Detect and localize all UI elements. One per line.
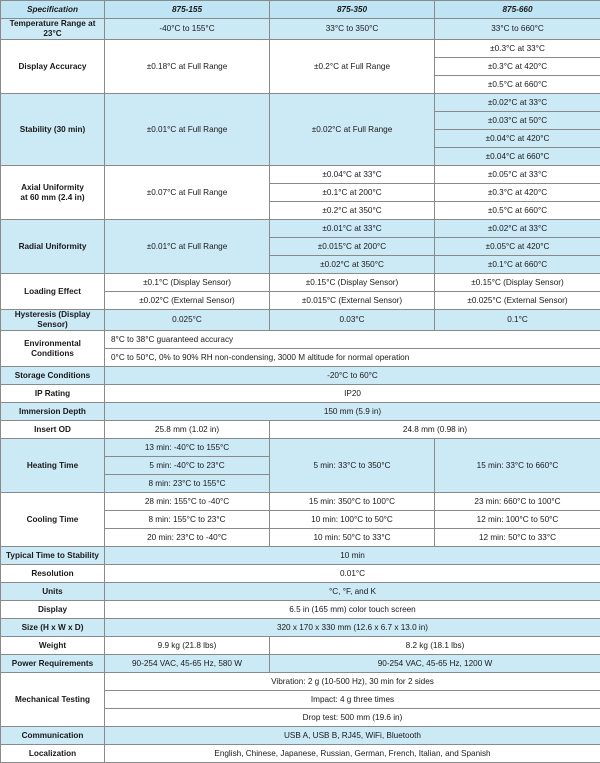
cell-value: 13 min: -40°C to 155°C	[105, 439, 270, 457]
cell-value: ±0.2°C at Full Range	[270, 40, 435, 94]
cell-value: ±0.15°C (Display Sensor)	[270, 274, 435, 292]
table-row	[1, 94, 600, 112]
row-label-ip-rating: IP Rating	[1, 385, 105, 403]
row-label-storage: Storage Conditions	[1, 367, 105, 385]
cell-value: ±0.07°C at Full Range	[105, 166, 270, 220]
cell-value: ±0.01°C at 33°C	[270, 220, 435, 238]
table-row	[1, 19, 600, 40]
cell-value: ±0.3°C at 420°C	[435, 184, 600, 202]
table-row	[1, 274, 600, 292]
table-row	[1, 565, 600, 583]
row-label-heating-time: Heating Time	[1, 439, 105, 493]
cell-value: 0°C to 50°C, 0% to 90% RH non-condensing, 3000 M altitude for normal operation	[105, 349, 600, 367]
cell-value: 8 min: 155°C to 23°C	[105, 511, 270, 529]
cell-value: ±0.01°C at Full Range	[105, 94, 270, 166]
cell-value: ±0.05°C at 33°C	[435, 166, 600, 184]
table-row	[1, 421, 600, 439]
table-row	[1, 403, 600, 421]
row-label-communication: Communication	[1, 727, 105, 745]
cell-value: ±0.3°C at 420°C	[435, 58, 600, 76]
cell-value: ±0.5°C at 660°C	[435, 202, 600, 220]
row-label-cooling-time: Cooling Time	[1, 493, 105, 547]
cell-value: 150 mm (5.9 in)	[105, 403, 600, 421]
table-row	[1, 310, 600, 331]
cell-value: 10 min	[105, 547, 600, 565]
table-row	[1, 367, 600, 385]
cell-value: 0.1°C	[435, 310, 600, 331]
row-label-size: Size (H x W x D)	[1, 619, 105, 637]
row-label-localization: Localization	[1, 745, 105, 763]
table-row	[1, 673, 600, 691]
table-row	[1, 439, 600, 457]
row-label-time-to-stability: Typical Time to Stability	[1, 547, 105, 565]
cell-value: 320 x 170 x 330 mm (12.6 x 6.7 x 13.0 in)	[105, 619, 600, 637]
table-row	[1, 493, 600, 511]
cell-value: USB A, USB B, RJ45, WiFi, Bluetooth	[105, 727, 600, 745]
table-row	[1, 745, 600, 763]
row-label-environmental: Environmental Conditions	[1, 331, 105, 367]
cell-value: ±0.02°C at Full Range	[270, 94, 435, 166]
table-row	[1, 655, 600, 673]
cell-value: 12 min: 100°C to 50°C	[435, 511, 600, 529]
header-row	[1, 1, 600, 19]
cell-value: ±0.02°C (External Sensor)	[105, 292, 270, 310]
cell-value: 10 min: 50°C to 33°C	[270, 529, 435, 547]
row-label-temp-range: Temperature Range at 23°C	[1, 19, 105, 40]
table-row	[1, 637, 600, 655]
cell-value: ±0.02°C at 33°C	[435, 94, 600, 112]
row-label-loading-effect: Loading Effect	[1, 274, 105, 310]
table-row	[1, 331, 600, 349]
cell-value: IP20	[105, 385, 600, 403]
table-row	[1, 40, 600, 58]
cell-value: ±0.2°C at 350°C	[270, 202, 435, 220]
row-label-radial-uniformity: Radial Uniformity	[1, 220, 105, 274]
cell-value: ±0.15°C (Display Sensor)	[435, 274, 600, 292]
cell-value: 8°C to 38°C guaranteed accuracy	[105, 331, 600, 349]
cell-value: ±0.1°C at 200°C	[270, 184, 435, 202]
cell-value: 23 min: 660°C to 100°C	[435, 493, 600, 511]
cell-value: English, Chinese, Japanese, Russian, German, French, Italian, and Spanish	[105, 745, 600, 763]
cell-value: 28 min: 155°C to -40°C	[105, 493, 270, 511]
cell-value: ±0.01°C at Full Range	[105, 220, 270, 274]
cell-value: 90-254 VAC, 45-65 Hz, 1200 W	[270, 655, 600, 673]
cell-value: ±0.3°C at 33°C	[435, 40, 600, 58]
cell-value: 9.9 kg (21.8 lbs)	[105, 637, 270, 655]
row-label-resolution: Resolution	[1, 565, 105, 583]
cell-value: 20 min: 23°C to -40°C	[105, 529, 270, 547]
row-label-stability: Stability (30 min)	[1, 94, 105, 166]
cell-value: -40°C to 155°C	[105, 19, 270, 40]
row-label-weight: Weight	[1, 637, 105, 655]
cell-value: 5 min: -40°C to 23°C	[105, 457, 270, 475]
header-875-350: 875-350	[270, 1, 435, 19]
table-row	[1, 583, 600, 601]
cell-value: 12 min: 50°C to 33°C	[435, 529, 600, 547]
cell-value: ±0.1°C (Display Sensor)	[105, 274, 270, 292]
cell-value: ±0.03°C at 50°C	[435, 112, 600, 130]
cell-value: Vibration: 2 g (10-500 Hz), 30 min for 2 sides	[105, 673, 600, 691]
cell-value: Drop test: 500 mm (19.6 in)	[105, 709, 600, 727]
header-specification: Specification	[1, 1, 105, 19]
table-row	[1, 601, 600, 619]
cell-value: 25.8 mm (1.02 in)	[105, 421, 270, 439]
row-label-insert-od: Insert OD	[1, 421, 105, 439]
cell-value: 10 min: 100°C to 50°C	[270, 511, 435, 529]
cell-value: 6.5 in (165 mm) color touch screen	[105, 601, 600, 619]
header-875-660: 875-660	[435, 1, 600, 19]
axial-label-line1: Axial Uniformity	[21, 183, 84, 192]
cell-value: ±0.02°C at 33°C	[435, 220, 600, 238]
cell-value: 90-254 VAC, 45-65 Hz, 580 W	[105, 655, 270, 673]
cell-value: 15 min: 33°C to 660°C	[435, 439, 600, 493]
row-label-units: Units	[1, 583, 105, 601]
row-label-hysteresis: Hysteresis (Display Sensor)	[1, 310, 105, 331]
row-label-mechanical-testing: Mechanical Testing	[1, 673, 105, 727]
cell-value: ±0.04°C at 420°C	[435, 130, 600, 148]
cell-value: ±0.5°C at 660°C	[435, 76, 600, 94]
cell-value: 8 min: 23°C to 155°C	[105, 475, 270, 493]
row-label-power: Power Requirements	[1, 655, 105, 673]
row-label-immersion-depth: Immersion Depth	[1, 403, 105, 421]
row-label-display-accuracy: Display Accuracy	[1, 40, 105, 94]
table-row	[1, 619, 600, 637]
axial-label-line2: at 60 mm (2.4 in)	[20, 193, 84, 202]
cell-value: 0.03°C	[270, 310, 435, 331]
cell-value: 24.8 mm (0.98 in)	[270, 421, 600, 439]
cell-value: ±0.18°C at Full Range	[105, 40, 270, 94]
header-875-155: 875-155	[105, 1, 270, 19]
cell-value: 8.2 kg (18.1 lbs)	[270, 637, 600, 655]
cell-value: ±0.04°C at 660°C	[435, 148, 600, 166]
table-row	[1, 220, 600, 238]
cell-value: 15 min: 350°C to 100°C	[270, 493, 435, 511]
table-row	[1, 547, 600, 565]
table-row	[1, 166, 600, 184]
cell-value: °C, °F, and K	[105, 583, 600, 601]
row-label-axial-uniformity	[1, 166, 105, 220]
cell-value: ±0.02°C at 350°C	[270, 256, 435, 274]
table-row	[1, 385, 600, 403]
cell-value: 0.01°C	[105, 565, 600, 583]
cell-value: 33°C to 660°C	[435, 19, 600, 40]
row-label-display: Display	[1, 601, 105, 619]
cell-value: ±0.015°C at 200°C	[270, 238, 435, 256]
cell-value: -20°C to 60°C	[105, 367, 600, 385]
cell-value: 0.025°C	[105, 310, 270, 331]
cell-value: ±0.1°C at 660°C	[435, 256, 600, 274]
cell-value: ±0.05°C at 420°C	[435, 238, 600, 256]
cell-value: Impact: 4 g three times	[105, 691, 600, 709]
cell-value: ±0.04°C at 33°C	[270, 166, 435, 184]
cell-value: 33°C to 350°C	[270, 19, 435, 40]
cell-value: ±0.025°C (External Sensor)	[435, 292, 600, 310]
cell-value: 5 min: 33°C to 350°C	[270, 439, 435, 493]
cell-value: ±0.015°C (External Sensor)	[270, 292, 435, 310]
